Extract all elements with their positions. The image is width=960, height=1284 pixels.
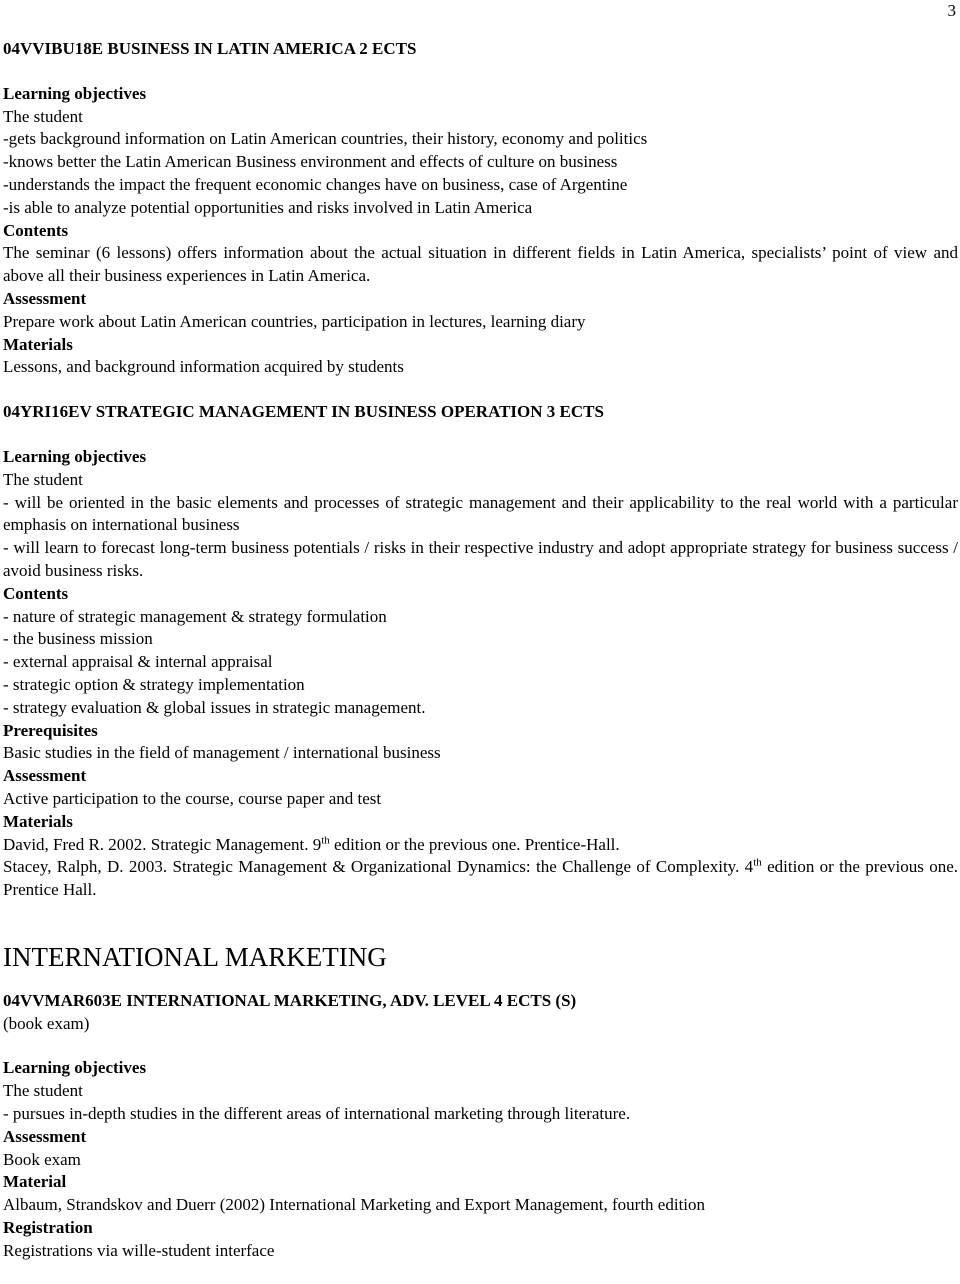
- objective-item: -gets background information on Latin American countries, their history, economy and politics: [3, 129, 648, 149]
- prerequisites-text: Basic studies in the field of management / international business: [3, 743, 441, 763]
- objective-item: -knows better the Latin American Business environment and effects of culture on business: [3, 152, 618, 172]
- material-heading: Material: [3, 1172, 67, 1192]
- course-strategic-management: [3, 401, 958, 902]
- material-text: edition or the previous one. Prentice Hall.: [3, 857, 958, 900]
- material-text: David, Fred R. 2002. Strategic Management. 9: [3, 834, 322, 854]
- materials-heading: Materials: [3, 811, 73, 831]
- material-text: Stacey, Ralph, D. 2003. Strategic Management & Organizational Dynamics: the Challenge of Complexity. 4: [3, 857, 754, 877]
- registration-heading: Registration: [3, 1218, 93, 1238]
- assessment-heading: Assessment: [3, 1126, 87, 1146]
- prerequisites-heading: Prerequisites: [3, 720, 98, 740]
- student-intro: The student: [3, 469, 83, 489]
- course-title: 04VVMAR603E INTERNATIONAL MARKETING, ADV. LEVEL 4 ECTS (S): [3, 990, 577, 1010]
- objective-item: -understands the impact the frequent economic changes have on business, case of Argentine: [3, 174, 628, 194]
- assessment-text: Book exam: [3, 1149, 81, 1169]
- material-text: edition or the previous one. Prentice-Hall.: [329, 834, 620, 854]
- contents-item: - strategic option & strategy implementation: [3, 674, 305, 694]
- assessment-text: Prepare work about Latin American countries, participation in lectures, learning diary: [3, 311, 586, 331]
- contents-item: - external appraisal & internal appraisal: [3, 652, 273, 672]
- student-intro: The student: [3, 106, 83, 126]
- objective-item: - will be oriented in the basic elements and processes of strategic management and their applicability to the real world with a particular emphasis on international business: [3, 492, 958, 535]
- materials-text: Lessons, and background information acquired by students: [3, 357, 404, 377]
- course-title: 04VVIBU18E BUSINESS IN LATIN AMERICA 2 ECTS: [3, 39, 417, 58]
- objective-item: - will learn to forecast long-term business potentials / risks in their respective industry and adopt appropriate strategy for business success / avoid business risks.: [3, 538, 958, 580]
- material-superscript: th: [753, 856, 762, 869]
- material-reference: [3, 856, 958, 902]
- page-number: 3: [947, 1, 956, 20]
- learning-objectives-heading: Learning objectives: [3, 83, 147, 103]
- course-title: 04YRI16EV STRATEGIC MANAGEMENT IN BUSINESS OPERATION 3 ECTS: [3, 402, 604, 422]
- course-international-marketing: [3, 990, 958, 1263]
- materials-heading: Materials: [3, 334, 73, 354]
- learning-objectives-heading: Learning objectives: [3, 1058, 147, 1078]
- course-latin-america: [3, 38, 958, 379]
- learning-objectives-heading: Learning objectives: [3, 446, 147, 466]
- material-reference: [3, 834, 958, 857]
- contents-heading: Contents: [3, 220, 69, 240]
- course-subtitle: (book exam): [3, 1013, 90, 1033]
- contents-heading: Contents: [3, 583, 69, 603]
- assessment-heading: Assessment: [3, 766, 87, 786]
- assessment-heading: Assessment: [3, 288, 87, 308]
- contents-text: The seminar (6 lessons) offers information about the actual situation in different fields in Latin America, specialists’ point of view and above all their business experiences in Latin America.: [3, 243, 958, 286]
- contents-item: - strategy evaluation & global issues in strategic management.: [3, 697, 426, 717]
- objective-item: - pursues in-depth studies in the different areas of international marketing through literature.: [3, 1104, 631, 1124]
- material-superscript: th: [321, 833, 330, 846]
- section-heading: INTERNATIONAL MARKETING: [3, 941, 387, 972]
- student-intro: The student: [3, 1081, 83, 1101]
- contents-item: - nature of strategic management & strategy formulation: [3, 606, 387, 626]
- contents-item: - the business mission: [3, 629, 153, 649]
- document-content: [3, 38, 958, 1263]
- objective-item: -is able to analyze potential opportunities and risks involved in Latin America: [3, 197, 533, 217]
- registration-text: Registrations via wille-student interface: [3, 1240, 275, 1260]
- material-text: Albaum, Strandskov and Duerr (2002) International Marketing and Export Management, fourth edition: [3, 1195, 706, 1215]
- assessment-text: Active participation to the course, course paper and test: [3, 788, 382, 808]
